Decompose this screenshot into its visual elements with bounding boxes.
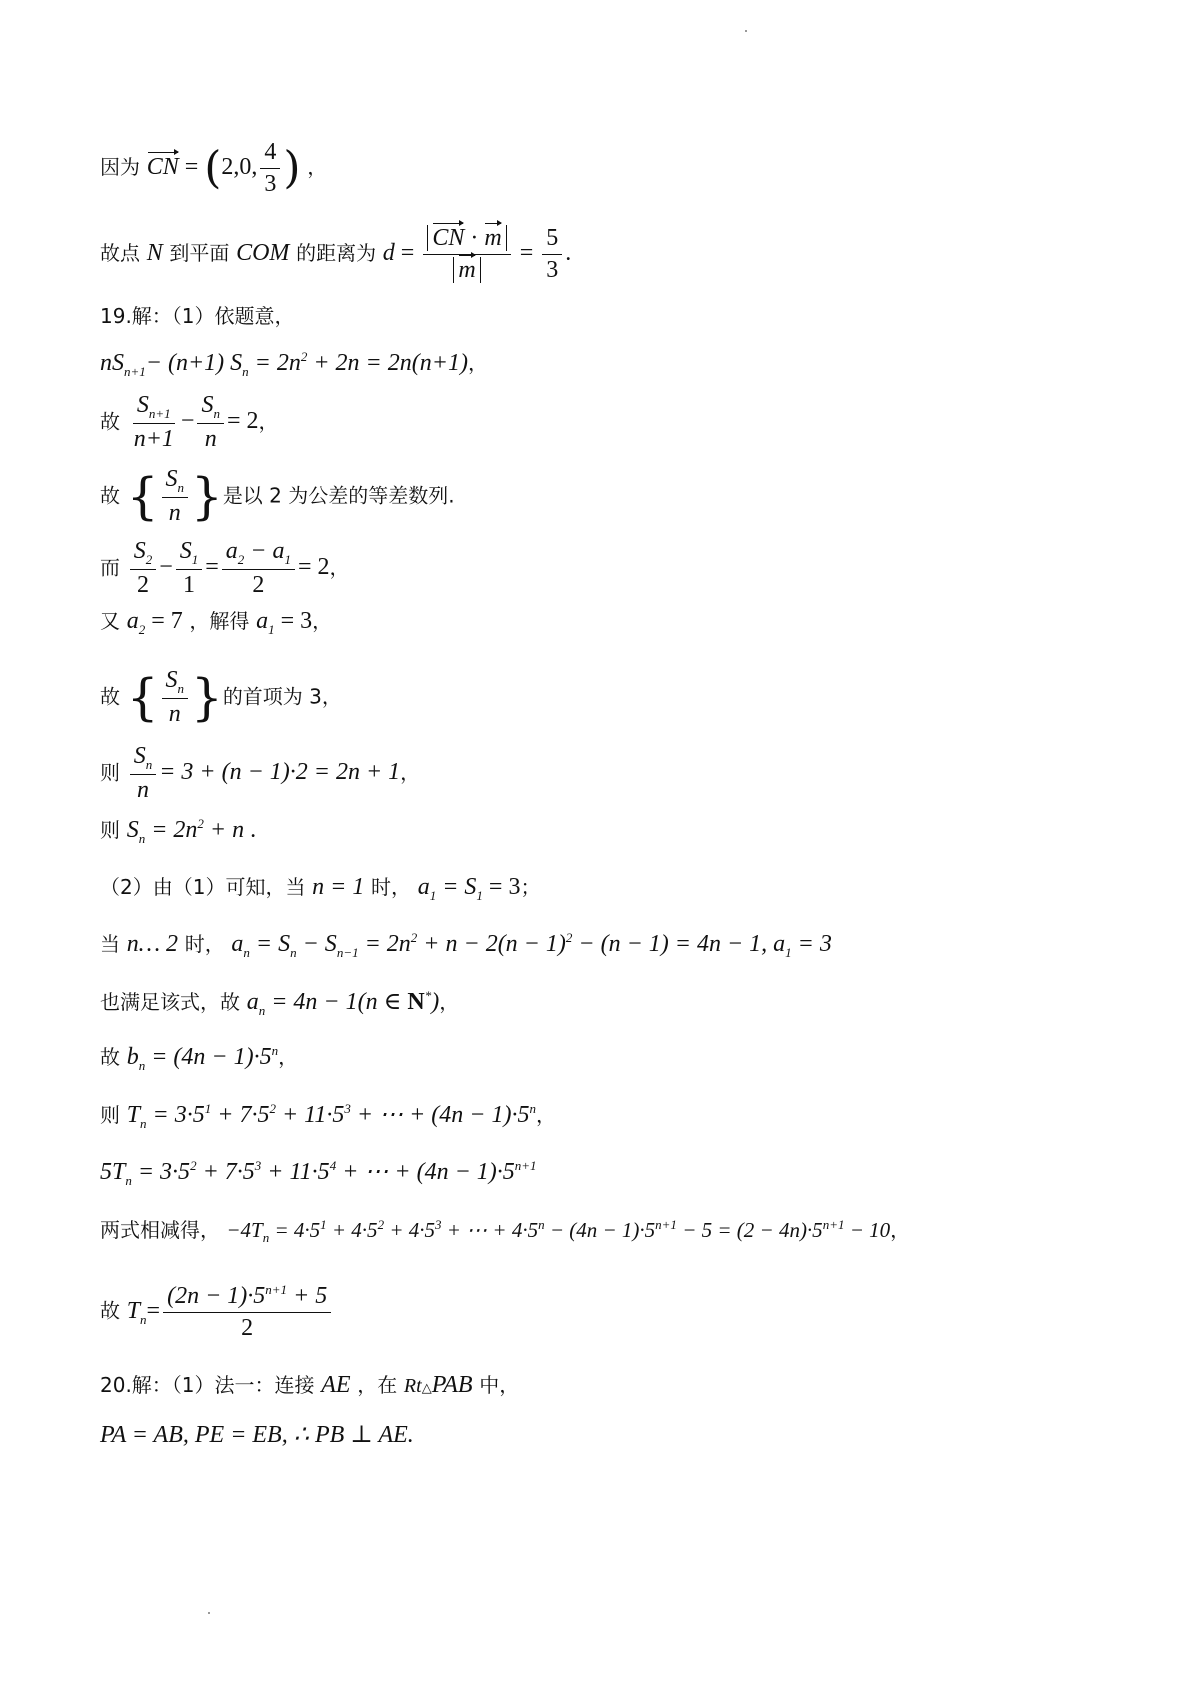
line-arithmetic-sequence (100, 467, 455, 527)
superscript: n+1 (514, 1158, 537, 1173)
punct: ， (890, 1218, 911, 1242)
subscript: n (213, 405, 220, 421)
subscript: n (258, 1002, 266, 1018)
expr: − (4n − 1)·5 (544, 1218, 656, 1242)
punct: ， (467, 351, 488, 375)
subscript: 1 (785, 944, 792, 960)
expr: ) (431, 989, 440, 1015)
superscript: 2 (197, 816, 204, 831)
expr: = 3 + (n − 1)·2 = 2n + 1 (159, 759, 401, 786)
expr: = 3 (274, 608, 313, 634)
superscript: n (538, 1217, 545, 1232)
expr: −4T (226, 1218, 263, 1242)
vector-cn: CN (146, 154, 179, 181)
minus: − (159, 554, 173, 581)
text: 又 (100, 609, 120, 633)
fraction-numerator: 5 (542, 226, 562, 255)
expr: S (126, 817, 139, 843)
line-tn (100, 1102, 556, 1130)
subscript: n+1 (124, 363, 146, 379)
expr: a (256, 608, 269, 634)
text: 的首项为 3， (222, 684, 342, 709)
superscript: n (529, 1101, 536, 1116)
equals: = (184, 154, 199, 181)
dot-operator: · (470, 225, 479, 251)
brace-left: { (126, 668, 159, 727)
equals: = (146, 1297, 161, 1324)
punct: ， (329, 555, 350, 580)
fraction-denominator: n (168, 500, 181, 527)
expr: = S (436, 874, 477, 900)
scan-speck (208, 1612, 210, 1614)
line-tn-result (100, 1283, 334, 1341)
superscript: * (424, 988, 432, 1003)
superscript: 1 (204, 1101, 212, 1116)
text: ，在 (357, 1373, 398, 1397)
subscript: n−1 (336, 944, 359, 960)
text: 而 (100, 555, 120, 580)
expr: n = 1 (312, 874, 365, 900)
point-n: N (146, 240, 163, 267)
fraction-4-3 (260, 140, 280, 197)
fraction (130, 744, 157, 804)
expr: = 4·5 (269, 1218, 321, 1242)
vector-m: m (458, 257, 476, 284)
subscript: 1 (191, 551, 199, 567)
expr: = S (249, 931, 291, 957)
expr: b (126, 1044, 139, 1070)
text: 时， (184, 932, 225, 956)
fraction-denominator: 3 (264, 171, 277, 198)
subscript: n (125, 1172, 132, 1188)
expr: − (n − 1) = 4n − 1, a (572, 931, 786, 957)
problem-20-heading (100, 1373, 519, 1397)
fraction-numerator: (2n − 1)·5 (167, 1283, 266, 1309)
expr: = 2n (248, 350, 301, 376)
expr: + ⋯ + (4n − 1)·5 (336, 1159, 515, 1185)
expr: + 4·5 (384, 1218, 435, 1242)
fraction-denominator: n (204, 426, 217, 453)
punct: ， (400, 760, 421, 785)
fraction-numerator: S (133, 743, 146, 769)
superscript: 3 (434, 1217, 442, 1232)
expr: T (126, 1297, 141, 1324)
vector-cn: CN (432, 225, 465, 251)
fraction-numerator: S (133, 538, 146, 564)
fraction-denominator: 1 (182, 572, 195, 599)
brace-left: { (126, 467, 159, 526)
expr: + n − 2(n − 1) (417, 931, 566, 957)
text: 故点 (100, 241, 140, 266)
expr: + 11·5 (261, 1159, 330, 1185)
superscript: 2 (190, 1158, 197, 1173)
text: 当 (100, 932, 120, 956)
fraction (130, 393, 178, 453)
plane-com: COM (236, 240, 290, 267)
vector-m: m (484, 225, 502, 251)
fraction-denominator: 2 (241, 1315, 254, 1342)
text: 故 (100, 409, 120, 434)
subscript: n (140, 1311, 147, 1327)
line-subtract (100, 1218, 910, 1244)
superscript: 2 (300, 349, 308, 364)
text: 20.解：（1）法一：连接 (100, 1373, 315, 1397)
subscript: 1 (268, 621, 275, 637)
expr: + 11·5 (275, 1102, 345, 1128)
scan-speck (745, 30, 747, 32)
subscript: 1 (429, 887, 437, 903)
subscript: 2 (145, 551, 153, 567)
fraction-numerator: S (179, 538, 192, 564)
subscript: n (290, 944, 297, 960)
fraction-tn (163, 1283, 331, 1341)
superscript: 1 (320, 1217, 327, 1232)
expr: − 10 (844, 1218, 891, 1242)
punct: ， (258, 409, 279, 434)
superscript: n (271, 1043, 279, 1058)
fraction (222, 539, 295, 599)
text: 中， (479, 1373, 520, 1397)
line-an-general (100, 931, 832, 959)
text: 因为 (100, 155, 140, 180)
paren-right: ) (283, 142, 301, 194)
line-first-terms: 而 $\frac{S_2}{2}$ − $\frac{S_1}{1}$ = $\frac{a_2 - a_1}{2}$ = 2， (100, 538, 350, 599)
punct: ， (312, 609, 333, 633)
expr: a (246, 989, 259, 1015)
subscript: 1 (476, 887, 483, 903)
fraction-denominator: n (168, 701, 181, 728)
line-recurrence (100, 350, 488, 378)
subscript: n (243, 944, 250, 960)
distance-fraction (423, 226, 510, 283)
expr: − a (244, 538, 285, 564)
fraction-denominator: 2 (136, 572, 149, 599)
expr: + ⋯ + 4·5 (441, 1218, 539, 1242)
equals: = (519, 240, 534, 267)
punct: ； (520, 875, 541, 899)
expr: = 3 (791, 931, 832, 957)
expr: − 5 = (2 − 4n)·5 (676, 1218, 823, 1242)
distance-d: d (382, 240, 395, 267)
text: 故 (100, 483, 120, 508)
line-difference (100, 393, 278, 453)
expr: = 3·5 (131, 1159, 191, 1185)
line-sn-over-n (100, 744, 420, 804)
fraction-5-3 (542, 226, 562, 283)
fraction-numerator: + 5 (287, 1283, 328, 1309)
expr: nS (100, 350, 124, 376)
subscript: n (177, 680, 184, 696)
text: 是以 2 为公差的等差数列. (222, 483, 455, 508)
subscript: n (262, 1230, 270, 1246)
text: ，解得 (189, 609, 250, 633)
fraction-numerator: 4 (260, 140, 280, 169)
fraction-denominator: n (136, 777, 149, 804)
line-bn (100, 1044, 298, 1072)
text: 时， (371, 875, 412, 899)
text: 故 (100, 1045, 120, 1069)
expr: = 2n (358, 931, 411, 957)
line-vector-cn (100, 140, 327, 197)
text: 也满足该式，故 (100, 990, 240, 1014)
expr: + 7·5 (211, 1102, 270, 1128)
equals: = (400, 240, 415, 267)
expr: = 2 (297, 554, 330, 581)
text: 故 (100, 1298, 120, 1323)
line-perpendicular: PA = AB, PE = EB, ∴ PB ⊥ AE. (100, 1422, 414, 1448)
text: 到平面 (169, 241, 230, 266)
expr: + 4·5 (326, 1218, 378, 1242)
expr: − S (296, 931, 337, 957)
punct: ， (535, 1103, 556, 1127)
fraction (176, 539, 203, 599)
expr: = 3·5 (146, 1102, 205, 1128)
vector-values: 2,0, (221, 154, 258, 181)
fraction (197, 393, 224, 453)
line-an-formula (100, 989, 459, 1017)
line-first-term (100, 668, 342, 728)
brace-right: } (191, 467, 223, 526)
punct: ， (278, 1045, 299, 1069)
subscript: n (145, 756, 153, 772)
fraction-numerator: S (201, 392, 214, 418)
fraction-denominator: n+1 (133, 426, 174, 453)
superscript: n+1 (655, 1217, 677, 1232)
expr: + ⋯ + (4n − 1)·5 (350, 1102, 530, 1128)
line-sn (100, 817, 256, 845)
expr: + n (203, 817, 245, 843)
natural-numbers-set: N (407, 989, 425, 1015)
line-part-2-start (100, 875, 540, 902)
expr: a (126, 608, 139, 634)
text: 则 (100, 818, 120, 842)
expr: n… 2 (126, 931, 179, 957)
text: （2）由（1）可知，当 (100, 875, 306, 899)
subscript: n (177, 479, 184, 495)
brace-right: } (191, 668, 223, 727)
paren-left: ( (204, 142, 222, 194)
fraction (162, 467, 189, 527)
expr: = 4n − 1(n ∈ (265, 989, 408, 1015)
expr: = 2n (145, 817, 198, 843)
triangle-pab: PAB (431, 1372, 473, 1398)
fraction-denominator: 2 (252, 572, 265, 599)
superscript: 3 (254, 1158, 262, 1173)
superscript: 4 (329, 1158, 337, 1173)
superscript: 2 (565, 930, 573, 945)
punct: . (565, 240, 572, 267)
superscript: n+1 (265, 1282, 288, 1297)
subscript: 2 (138, 621, 146, 637)
right-triangle-label: Rt (403, 1375, 422, 1397)
superscript: 2 (269, 1101, 276, 1116)
line-5tn (100, 1159, 537, 1187)
expr: + 7·5 (196, 1159, 255, 1185)
expr: a (231, 931, 244, 957)
fraction (130, 539, 157, 599)
superscript: 2 (377, 1217, 385, 1232)
expr: a (417, 874, 430, 900)
fraction-numerator: a (225, 538, 238, 564)
fraction-numerator: S (136, 392, 149, 418)
punct: . (244, 817, 257, 843)
subscript: n (138, 1057, 146, 1073)
subscript: n (138, 830, 146, 846)
fraction-numerator: S (165, 667, 178, 693)
subscript: 2 (237, 551, 245, 567)
superscript: 2 (410, 930, 418, 945)
triangle-icon: △ (421, 1381, 432, 1396)
expr: T (126, 1102, 141, 1128)
subscript: 1 (284, 551, 291, 567)
subscript: n (140, 1115, 147, 1131)
problem-19-heading: 19.解：（1）依题意， (100, 304, 295, 328)
fraction-numerator: S (165, 466, 178, 492)
fraction-denominator: 3 (546, 257, 559, 284)
text: 的距离为 (296, 241, 377, 266)
minus: − (180, 408, 195, 435)
expr: + 2n = 2n(n+1) (307, 350, 468, 376)
text: 故 (100, 684, 120, 709)
expr: = (4n − 1)·5 (145, 1044, 272, 1070)
superscript: 3 (344, 1101, 351, 1116)
punct: ， (307, 155, 328, 180)
expr: − (n+1) S (145, 350, 243, 376)
expr: = 2 (226, 408, 259, 435)
punct: ， (439, 990, 460, 1014)
expr: = 3 (482, 874, 521, 900)
expr: 5T (100, 1159, 126, 1185)
subscript: n (242, 363, 249, 379)
line-solve-a1 (100, 609, 332, 636)
expr: = 7 (145, 608, 183, 634)
text: 两式相减得， (100, 1218, 220, 1242)
segment-ae: AE (321, 1372, 351, 1398)
fraction (162, 668, 189, 728)
subscript: n+1 (148, 405, 171, 421)
text: 则 (100, 1103, 120, 1127)
superscript: n+1 (822, 1217, 845, 1232)
line-distance (100, 226, 571, 283)
text: 则 (100, 760, 120, 785)
